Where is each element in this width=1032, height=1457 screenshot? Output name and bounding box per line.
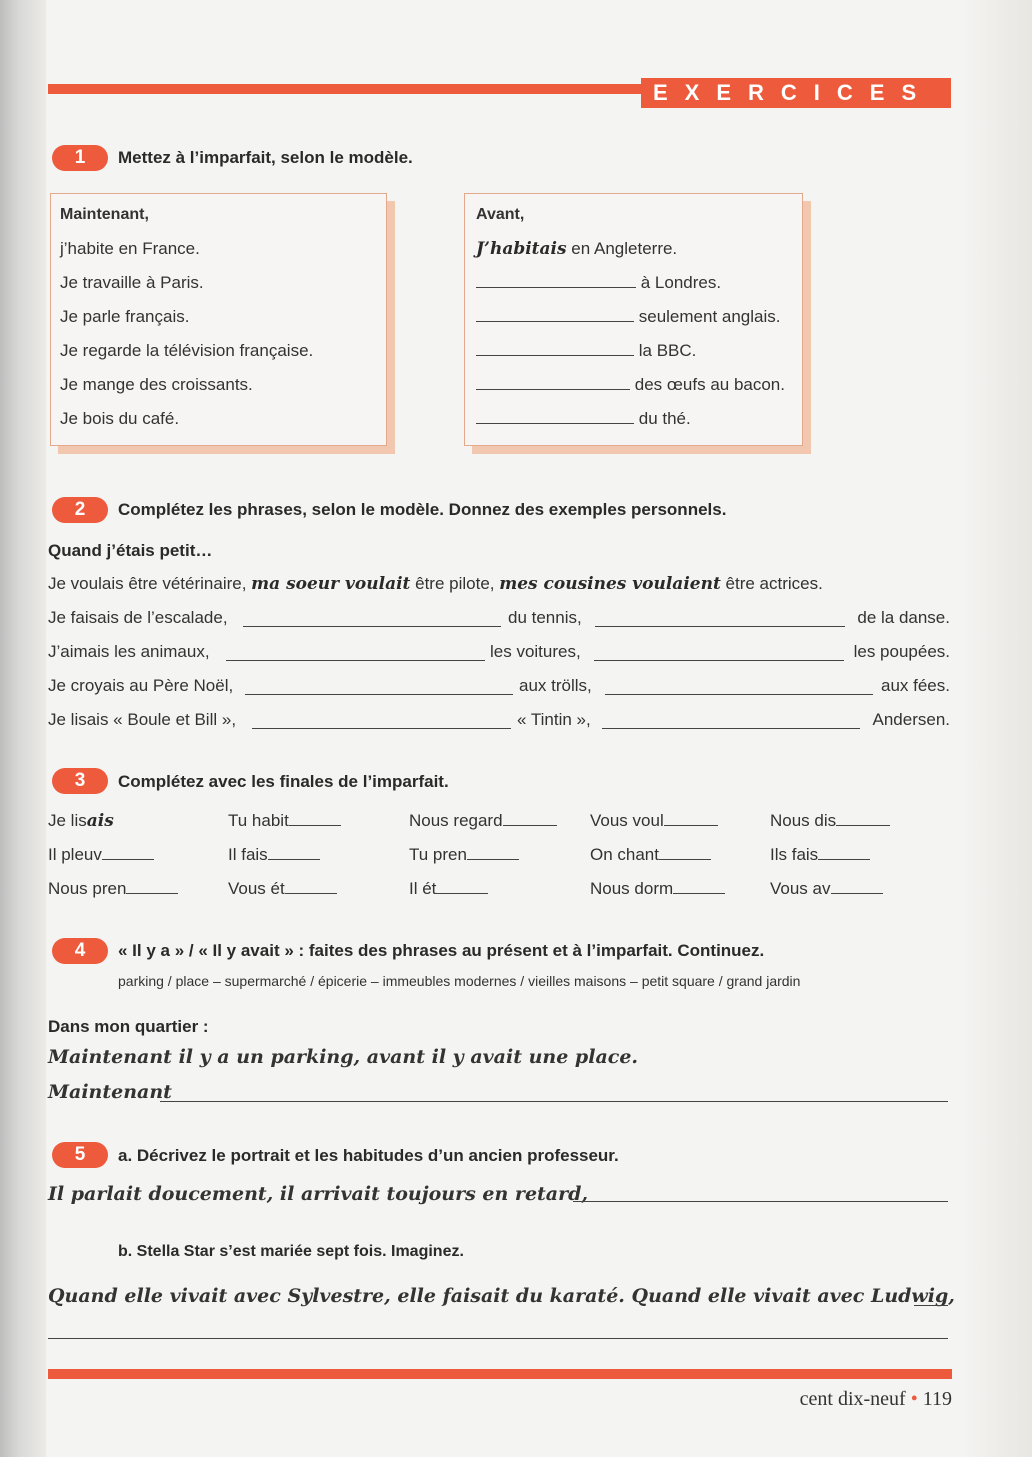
exercise-2-badge: 2	[52, 497, 108, 523]
ex2-row-end: Andersen.	[872, 710, 950, 729]
box-left-line: Je travaille à Paris.	[60, 273, 204, 292]
answer-blank[interactable]	[831, 879, 883, 894]
ex3-item	[228, 845, 320, 865]
model-text: être actrices.	[720, 574, 823, 593]
answer-line[interactable]	[48, 1338, 948, 1339]
verb-stem: Il ét	[409, 879, 437, 898]
answer-blank[interactable]	[605, 694, 873, 695]
answer-blank[interactable]	[243, 626, 501, 627]
model-handwritten: ma soeur voulait	[251, 574, 411, 594]
verb-stem: Ils fais	[770, 845, 819, 864]
verb-stem: Tu pren	[409, 845, 467, 864]
answer-blank[interactable]	[503, 811, 557, 826]
exercise-4-start: Maintenant	[48, 1081, 172, 1103]
page-number: 119	[922, 1388, 952, 1410]
ex2-row-end: de la danse.	[857, 608, 950, 627]
answer-blank[interactable]	[126, 879, 178, 894]
answer-blank[interactable]	[818, 845, 870, 860]
exercise-4-instruction: « Il y a » / « Il y avait » : faites des phrases au présent et à l’imparfait. Continuez.	[118, 941, 765, 960]
ex3-model	[48, 811, 114, 831]
box-right-line	[476, 307, 781, 327]
exercices-banner: EXERCICES	[641, 78, 951, 108]
ex2-row-start: Je lisais « Boule et Bill »,	[48, 710, 237, 729]
exercise-5b-example: Quand elle vivait avec Sylvestre, elle faisait du karaté. Quand elle vivait avec Ludwig,	[48, 1285, 955, 1307]
answer-blank[interactable]	[476, 273, 636, 288]
answer-blank[interactable]	[436, 879, 488, 894]
ex2-row-start: J’aimais les animaux,	[48, 642, 210, 661]
exercise-4-word-list: parking / place – supermarché / épicerie – immeubles modernes / vieilles maisons – petit square / grand jardin	[118, 973, 801, 989]
ex3-item	[770, 811, 890, 831]
verb-stem: Nous dis	[770, 811, 837, 830]
ex3-item	[228, 879, 337, 899]
answer-blank[interactable]	[245, 694, 513, 695]
model-text: être pilote,	[410, 574, 500, 593]
answer-blank[interactable]	[476, 409, 634, 424]
box-left-title: Maintenant,	[60, 206, 149, 223]
page-number-words: cent dix-neuf	[799, 1388, 906, 1410]
answer-blank[interactable]	[594, 660, 844, 661]
exercise-3-instruction: Complétez avec les finales de l’imparfait.	[118, 772, 449, 791]
exercise-2-lead: Quand j’étais petit…	[48, 541, 213, 560]
answer-blank[interactable]	[102, 845, 154, 860]
answer-blank[interactable]	[289, 811, 341, 826]
footer-band	[48, 1369, 952, 1379]
page-edge-shadow	[962, 0, 1032, 1457]
line-ending: la BBC.	[638, 341, 697, 360]
answer-blank[interactable]	[285, 879, 337, 894]
answer-blank[interactable]	[226, 660, 485, 661]
verb-stem: Tu habit	[228, 811, 289, 830]
answer-blank[interactable]	[476, 341, 634, 356]
ex3-item	[48, 845, 154, 865]
exercise-5a-example: Il parlait doucement, il arrivait toujours en retard,	[48, 1183, 589, 1205]
ex2-row-mid: aux trölls,	[519, 676, 592, 695]
answer-blank[interactable]	[467, 845, 519, 860]
answer-line[interactable]	[914, 1305, 948, 1306]
ex3-item	[770, 845, 870, 865]
exercise-4-badge: 4	[52, 938, 108, 964]
box-right-model	[476, 239, 677, 259]
answer-blank[interactable]	[673, 879, 725, 894]
verb-stem: Il fais	[228, 845, 268, 864]
ex3-item	[590, 879, 725, 899]
ex2-row-start: Je croyais au Père Noël,	[48, 676, 234, 695]
exercise-1-instruction: Mettez à l’imparfait, selon le modèle.	[118, 148, 413, 167]
line-ending: seulement anglais.	[638, 307, 781, 326]
model-rest: en Angleterre.	[566, 239, 678, 258]
exercise-5-badge: 5	[52, 1142, 108, 1168]
verb-stem: Il pleuv	[48, 845, 102, 864]
ex3-item	[770, 879, 883, 899]
box-maintenant	[50, 193, 387, 446]
answer-blank[interactable]	[252, 728, 511, 729]
line-ending: à Londres.	[640, 273, 722, 292]
answer-blank[interactable]	[268, 845, 320, 860]
model-handwritten: ais	[86, 811, 114, 831]
box-right-title: Avant,	[476, 206, 525, 223]
answer-blank[interactable]	[476, 307, 634, 322]
bullet-icon: •	[910, 1388, 918, 1410]
exercise-4-lead: Dans mon quartier :	[48, 1017, 209, 1036]
line-ending: du thé.	[638, 409, 691, 428]
answer-blank[interactable]	[664, 811, 718, 826]
verb-stem: Nous dorm	[590, 879, 674, 898]
box-left-line: Je bois du café.	[60, 409, 180, 428]
box-right-line	[476, 273, 721, 293]
box-left-line: j’habite en France.	[60, 239, 200, 258]
ex2-row-start: Je faisais de l’escalade,	[48, 608, 228, 627]
box-left-line: Je regarde la télévision française.	[60, 341, 314, 360]
ex3-item	[590, 845, 711, 865]
page-footer	[800, 1388, 952, 1411]
answer-blank[interactable]	[836, 811, 890, 826]
verb-stem: Vous av	[770, 879, 831, 898]
exercise-5a-instruction: a. Décrivez le portrait et les habitudes d’un ancien professeur.	[118, 1146, 619, 1165]
answer-line[interactable]	[573, 1201, 948, 1202]
box-right-line	[476, 409, 691, 429]
ex3-item	[409, 811, 557, 831]
model-text: Je voulais être vétérinaire,	[48, 574, 252, 593]
verb-stem: Nous regard	[409, 811, 503, 830]
ex3-item	[409, 845, 519, 865]
model-handwritten: mes cousines voulaient	[499, 574, 721, 594]
ex3-item	[409, 879, 488, 899]
ex2-row-end: les poupées.	[853, 642, 950, 661]
model-stem: Je lis	[48, 811, 87, 830]
answer-line[interactable]	[160, 1101, 948, 1102]
ex2-row-end: aux fées.	[881, 676, 950, 695]
model-handwritten: J’habitais	[476, 239, 567, 259]
verb-stem: Nous pren	[48, 879, 127, 898]
ex2-row-mid: les voitures,	[490, 642, 581, 661]
ex3-item	[48, 879, 178, 899]
box-avant	[464, 193, 803, 446]
answer-blank[interactable]	[595, 626, 845, 627]
ex3-item	[590, 811, 718, 831]
answer-blank[interactable]	[476, 375, 630, 390]
ex3-item	[228, 811, 341, 831]
verb-stem: Vous voul	[590, 811, 664, 830]
ex2-row-mid: « Tintin »,	[517, 710, 591, 729]
box-right-line	[476, 375, 785, 395]
page-spine-shadow	[0, 0, 46, 1457]
exercise-1-badge: 1	[52, 145, 108, 171]
exercise-3-badge: 3	[52, 768, 108, 794]
box-left-line: Je mange des croissants.	[60, 375, 253, 394]
line-ending: des œufs au bacon.	[634, 375, 785, 394]
exercise-4-example: Maintenant il y a un parking, avant il y avait une place.	[48, 1046, 639, 1068]
answer-blank[interactable]	[602, 728, 860, 729]
exercise-5b-instruction: b. Stella Star s’est mariée sept fois. Imaginez.	[118, 1243, 464, 1260]
exercise-2-instruction: Complétez les phrases, selon le modèle. Donnez des exemples personnels.	[118, 500, 727, 519]
box-left-line: Je parle français.	[60, 307, 190, 326]
verb-stem: Vous ét	[228, 879, 285, 898]
box-right-line	[476, 341, 696, 361]
ex2-row-mid: du tennis,	[508, 608, 582, 627]
exercise-2-model	[48, 574, 823, 594]
answer-blank[interactable]	[659, 845, 711, 860]
verb-stem: On chant	[590, 845, 659, 864]
header-band	[48, 84, 643, 94]
